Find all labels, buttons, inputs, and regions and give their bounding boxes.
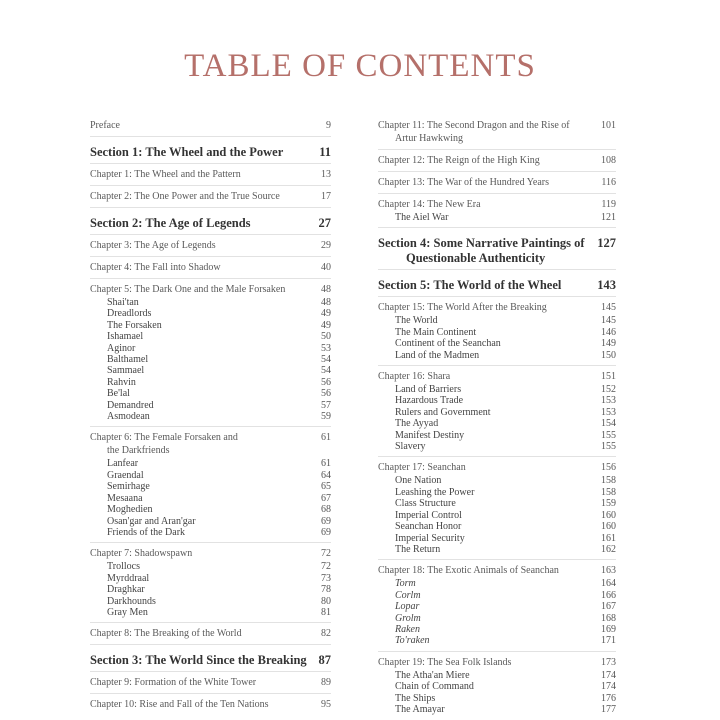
- entry-title[interactable]: Chapter 2: The One Power and the True Source: [90, 191, 280, 202]
- entry-page-number: 27: [318, 216, 331, 230]
- subentry-page-number: 153: [601, 395, 616, 407]
- toc-subentry[interactable]: [378, 418, 616, 429]
- entry-page-number: 95: [321, 699, 331, 711]
- toc-chapter-entry[interactable]: [90, 672, 331, 694]
- toc-subentry[interactable]: [378, 533, 616, 544]
- subentry-title[interactable]: Darkhounds: [107, 595, 156, 607]
- subentry-page-number: 49: [321, 319, 331, 331]
- toc-entry-row[interactable]: [90, 119, 331, 132]
- subentry-title[interactable]: Imperial Control: [395, 509, 462, 521]
- entry-page-number: 89: [321, 677, 331, 689]
- subentry-page-number: 78: [321, 584, 331, 596]
- subentry-title[interactable]: Raken: [395, 623, 420, 635]
- subentry-title[interactable]: Slavery: [395, 441, 426, 453]
- toc-chapter-entry[interactable]: [378, 150, 616, 172]
- toc-subentry[interactable]: [90, 331, 331, 342]
- toc-chapter-entry[interactable]: [378, 118, 616, 150]
- entry-page-number: 13: [321, 169, 331, 180]
- subentry-title[interactable]: The World: [395, 315, 438, 327]
- toc-subentry[interactable]: [90, 377, 331, 388]
- toc-chapter-entry[interactable]: [90, 543, 331, 623]
- subentry-list: [378, 314, 616, 361]
- entry-title[interactable]: Chapter 17: Seanchan: [378, 462, 466, 474]
- subentry-page-number: 166: [601, 589, 616, 601]
- toc-entry-row[interactable]: [378, 370, 616, 383]
- toc-chapter-entry[interactable]: [378, 457, 616, 560]
- toc-subentry[interactable]: [378, 395, 616, 406]
- subentry-title[interactable]: One Nation: [395, 475, 442, 487]
- subentry-title[interactable]: Land of Barriers: [395, 384, 462, 396]
- subentry-page-number: 69: [321, 526, 331, 538]
- subentry-page-number: 167: [601, 601, 616, 613]
- entry-title[interactable]: Chapter 4: The Fall into Shadow: [90, 262, 221, 273]
- toc-subentry[interactable]: [378, 693, 616, 704]
- toc-section-entry[interactable]: [90, 141, 331, 164]
- toc-column-right: [378, 118, 616, 719]
- entry-page-number: 156: [601, 462, 616, 474]
- toc-chapter-entry[interactable]: [378, 652, 616, 720]
- toc-entry-row[interactable]: [378, 656, 616, 669]
- subentry-page-number: 80: [321, 595, 331, 607]
- subentry-page-number: 159: [601, 498, 616, 510]
- toc-column-left: [90, 118, 331, 715]
- entry-page-number: 116: [601, 177, 616, 188]
- entry-title[interactable]: Chapter 19: The Sea Folk Islands: [378, 656, 512, 668]
- subentry-page-number: 59: [321, 411, 331, 423]
- toc-subentry[interactable]: [90, 607, 331, 618]
- subentry-title[interactable]: Asmodean: [107, 411, 150, 423]
- toc-subentry[interactable]: [378, 384, 616, 395]
- subentry-title[interactable]: Ishamael: [107, 331, 144, 343]
- subentry-page-number: 145: [601, 315, 616, 327]
- subentry-title[interactable]: Torm: [395, 578, 416, 590]
- subentry-title[interactable]: Osan'gar and Aran'gar: [107, 515, 196, 527]
- toc-entry-row[interactable]: [378, 154, 616, 167]
- toc-subentry[interactable]: [90, 470, 331, 481]
- subentry-page-number: 72: [321, 561, 331, 573]
- entry-page-number: 29: [321, 240, 331, 251]
- subentry-page-number: 68: [321, 504, 331, 516]
- toc-subentry[interactable]: [378, 350, 616, 361]
- subentry-title[interactable]: Draghkar: [107, 584, 145, 596]
- entry-title[interactable]: Chapter 10: Rise and Fall of the Ten Nations: [90, 699, 269, 711]
- entry-title[interactable]: Chapter 8: The Breaking of the World: [90, 628, 242, 640]
- entry-page-number: 87: [318, 653, 331, 668]
- subentry-title[interactable]: The Aiel War: [395, 212, 449, 223]
- entry-title[interactable]: Section 3: The World Since the Breaking: [90, 653, 307, 668]
- toc-chapter-entry[interactable]: [378, 172, 616, 194]
- toc-entry-row[interactable]: [90, 261, 331, 274]
- subentry-page-number: 161: [601, 532, 616, 544]
- subentry-page-number: 174: [601, 669, 616, 681]
- entry-page-number: 145: [601, 302, 616, 314]
- entry-page-number: 72: [321, 548, 331, 560]
- entry-title[interactable]: Section 4: Some Narrative Paintings of: [378, 236, 585, 251]
- entry-page-number: 9: [326, 120, 331, 131]
- entry-title[interactable]: Chapter 6: The Female Forsaken and: [90, 432, 238, 444]
- subentry-page-number: 174: [601, 681, 616, 693]
- entry-title[interactable]: Chapter 11: The Second Dragon and the Rise of: [378, 120, 570, 131]
- entry-title[interactable]: Chapter 7: Shadowspawn: [90, 548, 193, 560]
- entry-title-continued: Artur Hawkwing: [395, 133, 464, 144]
- subentry-page-number: 168: [601, 612, 616, 624]
- subentry-page-number: 176: [601, 692, 616, 704]
- subentry-title[interactable]: The Return: [395, 543, 441, 555]
- toc-chapter-entry[interactable]: [90, 235, 331, 257]
- subentry-title[interactable]: Land of the Madmen: [395, 349, 480, 361]
- subentry-title[interactable]: The Ships: [395, 692, 436, 704]
- toc-subentry[interactable]: [378, 578, 616, 589]
- toc-section-entry[interactable]: [378, 232, 616, 270]
- subentry-title[interactable]: Chain of Command: [395, 681, 474, 693]
- subentry-title[interactable]: The Forsaken: [107, 319, 162, 331]
- subentry-page-number: 56: [321, 388, 331, 400]
- toc-subentry[interactable]: [378, 635, 616, 646]
- subentry-title[interactable]: Class Structure: [395, 498, 456, 510]
- toc-chapter-entry[interactable]: [90, 118, 331, 137]
- subentry-title[interactable]: Demandred: [107, 399, 154, 411]
- subentry-title[interactable]: Graendal: [107, 469, 144, 481]
- toc-subentry[interactable]: [90, 596, 331, 607]
- toc-entry-row[interactable]: [378, 119, 616, 132]
- entry-page-number: 17: [321, 191, 331, 202]
- toc-entry-row[interactable]: [90, 627, 331, 640]
- subentry-title[interactable]: To'raken: [395, 635, 430, 647]
- entry-title[interactable]: Chapter 15: The World After the Breaking: [378, 302, 547, 314]
- entry-title[interactable]: Section 1: The Wheel and the Power: [90, 145, 284, 159]
- entry-page-number: 151: [601, 371, 616, 383]
- subentry-title[interactable]: Rahvin: [107, 376, 136, 388]
- toc-chapter-entry[interactable]: [90, 164, 331, 186]
- toc-subentry[interactable]: [378, 613, 616, 624]
- subentry-page-number: 150: [601, 349, 616, 361]
- entry-title[interactable]: Chapter 1: The Wheel and the Pattern: [90, 169, 241, 180]
- subentry-page-number: 57: [321, 399, 331, 411]
- toc-subentry[interactable]: [90, 561, 331, 572]
- entry-title[interactable]: Chapter 12: The Reign of the High King: [378, 155, 540, 166]
- entry-title-continued: the Darkfriends: [107, 445, 170, 457]
- subentry-page-number: 153: [601, 406, 616, 418]
- toc-subentry[interactable]: [378, 475, 616, 486]
- subentry-title[interactable]: Mesaana: [107, 492, 143, 504]
- subentry-page-number: 54: [321, 365, 331, 377]
- subentry-list: [378, 577, 616, 646]
- entry-page-number: 173: [601, 656, 616, 668]
- subentry-title[interactable]: Gray Men: [107, 606, 148, 618]
- toc-chapter-entry[interactable]: [378, 560, 616, 651]
- toc-subentry[interactable]: [378, 430, 616, 441]
- subentry-page-number: 164: [601, 578, 616, 590]
- subentry-title[interactable]: The Atha'an Miere: [395, 669, 470, 681]
- entry-page-number: 163: [601, 565, 616, 577]
- toc-entry-row[interactable]: [378, 564, 616, 577]
- subentry-page-number: 65: [321, 481, 331, 493]
- toc-entry-row[interactable]: [90, 145, 331, 160]
- toc-chapter-entry[interactable]: [90, 279, 331, 427]
- subentry-page-number: 50: [321, 331, 331, 343]
- toc-entry-row[interactable]: [90, 239, 331, 252]
- toc-chapter-entry[interactable]: [90, 257, 331, 279]
- toc-subentry[interactable]: [90, 388, 331, 399]
- toc-entry-row[interactable]: [90, 431, 331, 444]
- toc-subentry[interactable]: [90, 584, 331, 595]
- subentry-page-number: 81: [321, 606, 331, 618]
- toc-chapter-entry[interactable]: [90, 427, 331, 543]
- entry-title[interactable]: Chapter 13: The War of the Hundred Years: [378, 177, 550, 188]
- toc-subentry[interactable]: [90, 493, 331, 504]
- toc-chapter-entry[interactable]: [90, 623, 331, 645]
- toc-subentry[interactable]: [378, 704, 616, 715]
- toc-subentry[interactable]: [378, 544, 616, 555]
- toc-entry-row[interactable]: [90, 698, 331, 711]
- toc-entry-row[interactable]: [90, 676, 331, 689]
- toc-chapter-entry[interactable]: [90, 694, 331, 715]
- subentry-list: [378, 383, 616, 452]
- subentry-list: [378, 211, 616, 223]
- toc-subentry[interactable]: [378, 407, 616, 418]
- entry-title[interactable]: Chapter 18: The Exotic Animals of Seanchan: [378, 565, 559, 577]
- entry-title[interactable]: Chapter 3: The Age of Legends: [90, 240, 216, 251]
- subentry-title[interactable]: Lanfear: [107, 458, 139, 470]
- toc-section-entry[interactable]: [90, 212, 331, 235]
- entry-title[interactable]: Preface: [90, 120, 120, 131]
- entry-title[interactable]: Chapter 16: Shara: [378, 371, 451, 383]
- toc-subentry[interactable]: [378, 590, 616, 601]
- subentry-page-number: 158: [601, 486, 616, 498]
- subentry-title[interactable]: Seanchan Honor: [395, 521, 462, 533]
- toc-subentry[interactable]: [378, 624, 616, 635]
- entry-page-number: 61: [321, 432, 331, 444]
- subentry-title[interactable]: Trollocs: [107, 561, 140, 573]
- subentry-title[interactable]: The Amayar: [395, 703, 445, 715]
- subentry-page-number: 149: [601, 338, 616, 350]
- subentry-page-number: 152: [601, 384, 616, 396]
- toc-entry-row[interactable]: [90, 216, 331, 231]
- toc-entry-row[interactable]: [90, 168, 331, 181]
- subentry-page-number: 155: [601, 441, 616, 453]
- toc-subentry[interactable]: [90, 573, 331, 584]
- subentry-page-number: 73: [321, 572, 331, 584]
- toc-entry-row[interactable]: [378, 198, 616, 211]
- subentry-title[interactable]: Shai'tan: [107, 297, 139, 308]
- toc-chapter-entry[interactable]: [378, 194, 616, 228]
- subentry-title[interactable]: Moghedien: [107, 504, 153, 516]
- subentry-page-number: 177: [601, 703, 616, 715]
- toc-subentry[interactable]: [90, 320, 331, 331]
- toc-subentry[interactable]: [378, 681, 616, 692]
- subentry-page-number: 49: [321, 308, 331, 320]
- subentry-title[interactable]: Grolm: [395, 612, 421, 624]
- entry-page-number: 101: [601, 120, 616, 131]
- toc-chapter-entry[interactable]: [378, 297, 616, 366]
- entry-title[interactable]: Chapter 5: The Dark One and the Male Forsaken: [90, 284, 286, 295]
- subentry-title[interactable]: Continent of the Seanchan: [395, 338, 501, 350]
- entry-title[interactable]: Section 2: The Age of Legends: [90, 216, 251, 230]
- entry-page-number: 48: [321, 284, 331, 295]
- subentry-title[interactable]: Sammael: [107, 365, 145, 377]
- toc-entry-row[interactable]: [378, 461, 616, 474]
- toc-entry-row[interactable]: [378, 278, 616, 293]
- toc-subentry[interactable]: [378, 338, 616, 349]
- subentry-title[interactable]: Semirhage: [107, 481, 150, 493]
- subentry-list: [90, 296, 331, 422]
- toc-entry-row[interactable]: [378, 236, 616, 251]
- entry-page-number: 108: [601, 155, 616, 166]
- subentry-page-number: 169: [601, 623, 616, 635]
- subentry-list: [378, 669, 616, 716]
- entry-page-number: 143: [597, 278, 616, 293]
- subentry-page-number: 54: [321, 354, 331, 366]
- toc-subentry[interactable]: [90, 481, 331, 492]
- entry-page-number: 82: [321, 628, 331, 640]
- subentry-title[interactable]: The Ayyad: [395, 418, 439, 430]
- toc-subentry[interactable]: [90, 516, 331, 527]
- subentry-page-number: 160: [601, 509, 616, 521]
- subentry-page-number: 61: [321, 458, 331, 470]
- subentry-title[interactable]: Corlm: [395, 589, 421, 601]
- subentry-list: [90, 560, 331, 618]
- toc-section-entry[interactable]: [90, 649, 331, 672]
- toc-entry-row[interactable]: [90, 283, 331, 296]
- toc-entry-row[interactable]: [378, 301, 616, 314]
- subentry-page-number: 56: [321, 376, 331, 388]
- entry-title-continued: Questionable Authenticity: [406, 251, 546, 266]
- toc-subentry[interactable]: [378, 315, 616, 326]
- subentry-page-number: 69: [321, 515, 331, 527]
- subentry-page-number: 121: [601, 212, 616, 223]
- subentry-page-number: 155: [601, 429, 616, 441]
- subentry-title[interactable]: Myrddraal: [107, 572, 150, 584]
- toc-subentry[interactable]: [378, 327, 616, 338]
- subentry-page-number: 67: [321, 492, 331, 504]
- entry-page-number: 40: [321, 262, 331, 273]
- entry-title[interactable]: Chapter 9: Formation of the White Tower: [90, 677, 257, 689]
- entry-title[interactable]: Section 5: The World of the Wheel: [378, 278, 562, 293]
- toc-section-entry[interactable]: [378, 274, 616, 297]
- subentry-page-number: 64: [321, 469, 331, 481]
- entry-page-number: 119: [601, 199, 616, 210]
- subentry-title[interactable]: Be'lal: [107, 388, 130, 400]
- toc-subentry[interactable]: [90, 297, 331, 308]
- toc-subentry[interactable]: [90, 365, 331, 376]
- toc-subentry[interactable]: [90, 411, 331, 422]
- subentry-title[interactable]: Hazardous Trade: [395, 395, 464, 407]
- subentry-title[interactable]: The Main Continent: [395, 326, 477, 338]
- toc-subentry[interactable]: [90, 527, 331, 538]
- toc-chapter-entry[interactable]: [378, 366, 616, 457]
- entry-title[interactable]: Chapter 14: The New Era: [378, 199, 481, 210]
- subentry-title[interactable]: Manifest Destiny: [395, 429, 465, 441]
- subentry-list: [378, 474, 616, 555]
- subentry-title[interactable]: Aginor: [107, 342, 136, 354]
- toc-subentry[interactable]: [90, 400, 331, 411]
- subentry-page-number: 158: [601, 475, 616, 487]
- subentry-page-number: 160: [601, 521, 616, 533]
- subentry-title[interactable]: Leashing the Power: [395, 486, 475, 498]
- toc-subentry[interactable]: [378, 521, 616, 532]
- subentry-page-number: 162: [601, 543, 616, 555]
- toc-subentry[interactable]: [90, 343, 331, 354]
- toc-subentry[interactable]: [378, 510, 616, 521]
- toc-subentry[interactable]: [378, 670, 616, 681]
- subentry-page-number: 53: [321, 342, 331, 354]
- subentry-page-number: 146: [601, 326, 616, 338]
- entry-page-number: 127: [597, 236, 616, 251]
- subentry-title[interactable]: Rulers and Government: [395, 406, 491, 418]
- toc-chapter-entry[interactable]: [90, 186, 331, 208]
- subentry-title[interactable]: Friends of the Dark: [107, 526, 186, 538]
- toc-entry-row[interactable]: [378, 176, 616, 189]
- subentry-title[interactable]: Lopar: [395, 601, 420, 613]
- toc-subentry[interactable]: [90, 308, 331, 319]
- subentry-title[interactable]: Dreadlords: [107, 308, 152, 320]
- toc-subentry[interactable]: [378, 441, 616, 452]
- subentry-page-number: 154: [601, 418, 616, 430]
- toc-entry-row[interactable]: [90, 190, 331, 203]
- toc-subentry[interactable]: [378, 212, 616, 223]
- toc-entry-row[interactable]: [90, 653, 331, 668]
- toc-subentry[interactable]: [90, 354, 331, 365]
- toc-subentry[interactable]: [90, 458, 331, 469]
- toc-entry-row[interactable]: [90, 547, 331, 560]
- toc-subentry[interactable]: [90, 504, 331, 515]
- subentry-title[interactable]: Imperial Security: [395, 532, 465, 544]
- subentry-title[interactable]: Balthamel: [107, 354, 149, 366]
- subentry-page-number: 48: [321, 297, 331, 308]
- subentry-page-number: 171: [601, 635, 616, 647]
- entry-page-number: 11: [319, 145, 331, 159]
- page-title: TABLE OF CONTENTS: [184, 48, 536, 85]
- toc-subentry[interactable]: [378, 601, 616, 612]
- subentry-list: [90, 457, 331, 538]
- toc-subentry[interactable]: [378, 487, 616, 498]
- toc-subentry[interactable]: [378, 498, 616, 509]
